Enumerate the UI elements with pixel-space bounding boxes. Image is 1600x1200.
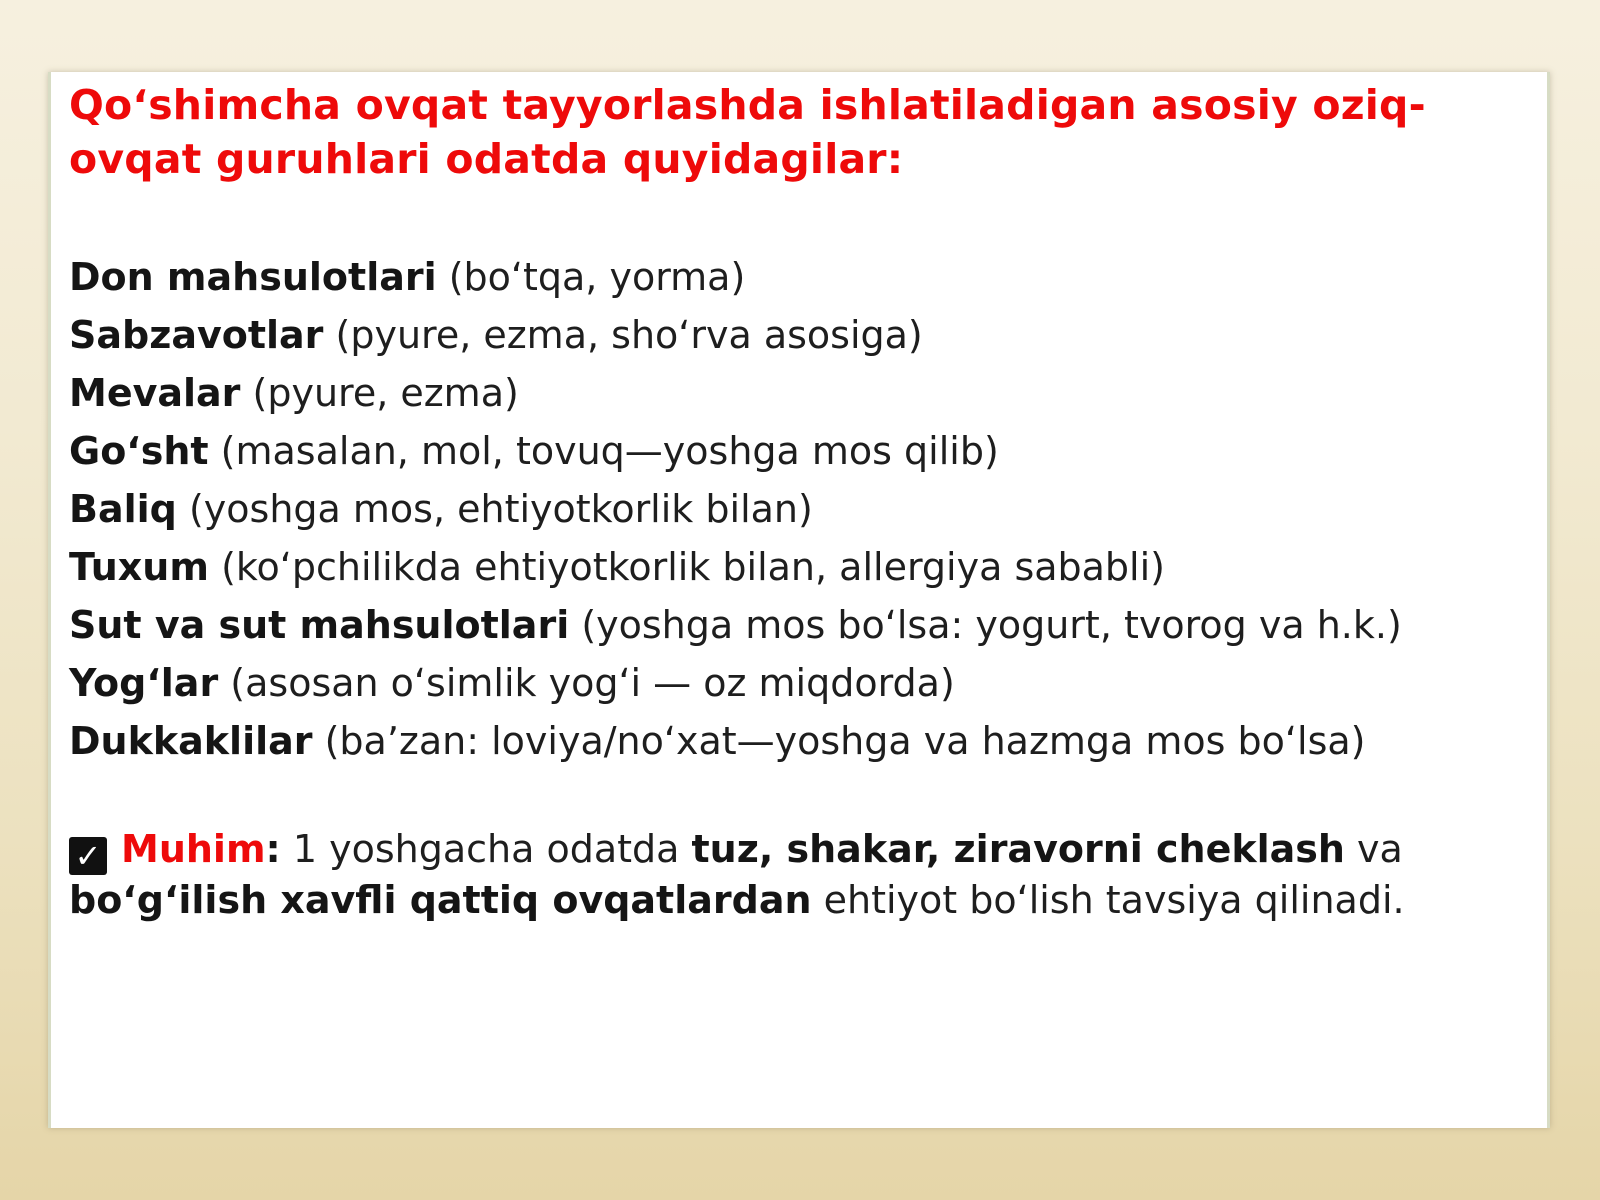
food-group-list — [69, 248, 1402, 770]
list-item — [69, 654, 1402, 712]
note-colon: : — [265, 827, 281, 871]
list-item — [69, 248, 1402, 306]
item-name: Baliq — [69, 487, 177, 531]
content-card — [48, 72, 1550, 1128]
check-mark-icon: ✓ — [69, 837, 107, 875]
list-item — [69, 538, 1402, 596]
note-label: Muhim — [121, 827, 266, 871]
item-name: Don mahsulotlari — [69, 255, 437, 299]
item-desc: (masalan, mol, tovuq—yoshga mos qilib) — [220, 429, 999, 473]
item-name: Go‘sht — [69, 429, 209, 473]
item-name: Yog‘lar — [69, 661, 219, 705]
item-desc: (asosan o‘simlik yog‘i — oz miqdorda) — [230, 661, 955, 705]
item-desc: (ba’zan: loviya/no‘xat—yoshga va hazmga mos bo‘lsa) — [324, 719, 1366, 763]
note-bold-2: bo‘g‘ilish xavfli qattiq ovqatlardan — [69, 878, 812, 922]
note-line-1 — [69, 824, 1529, 875]
item-name: Tuxum — [69, 545, 209, 589]
item-desc: (bo‘tqa, yorma) — [448, 255, 746, 299]
item-desc: (yoshga mos, ehtiyotkorlik bilan) — [188, 487, 813, 531]
note-text-3: ehtiyot bo‘lish tavsiya qilinadi. — [811, 878, 1405, 922]
heading — [69, 78, 1519, 186]
list-item — [69, 422, 1402, 480]
item-name: Sut va sut mahsulotlari — [69, 603, 570, 647]
list-item — [69, 306, 1402, 364]
item-name: Dukkaklilar — [69, 719, 313, 763]
item-desc: (pyure, ezma, sho‘rva asosiga) — [335, 313, 923, 357]
list-item — [69, 364, 1402, 422]
list-item — [69, 596, 1402, 654]
item-desc: (yoshga mos bo‘lsa: yogurt, tvorog va h.k.) — [581, 603, 1402, 647]
note-bold-1: tuz, shakar, ziravorni cheklash — [691, 827, 1345, 871]
note-line-2 — [69, 875, 1529, 925]
note-text-2: va — [1344, 827, 1403, 871]
list-item — [69, 480, 1402, 538]
heading-line-1: Qo‘shimcha ovqat tayyorlashda ishlatiladigan asosiy oziq- — [69, 81, 1426, 129]
item-name: Sabzavotlar — [69, 313, 324, 357]
heading-line-2: ovqat guruhlari odatda quyidagilar: — [69, 135, 904, 183]
item-desc: (ko‘pchilikda ehtiyotkorlik bilan, allergiya sababli) — [221, 545, 1165, 589]
item-name: Mevalar — [69, 371, 241, 415]
item-desc: (pyure, ezma) — [252, 371, 519, 415]
list-item — [69, 712, 1402, 770]
note-text-1: 1 yoshgacha odatda — [280, 827, 692, 871]
important-note — [69, 824, 1529, 925]
